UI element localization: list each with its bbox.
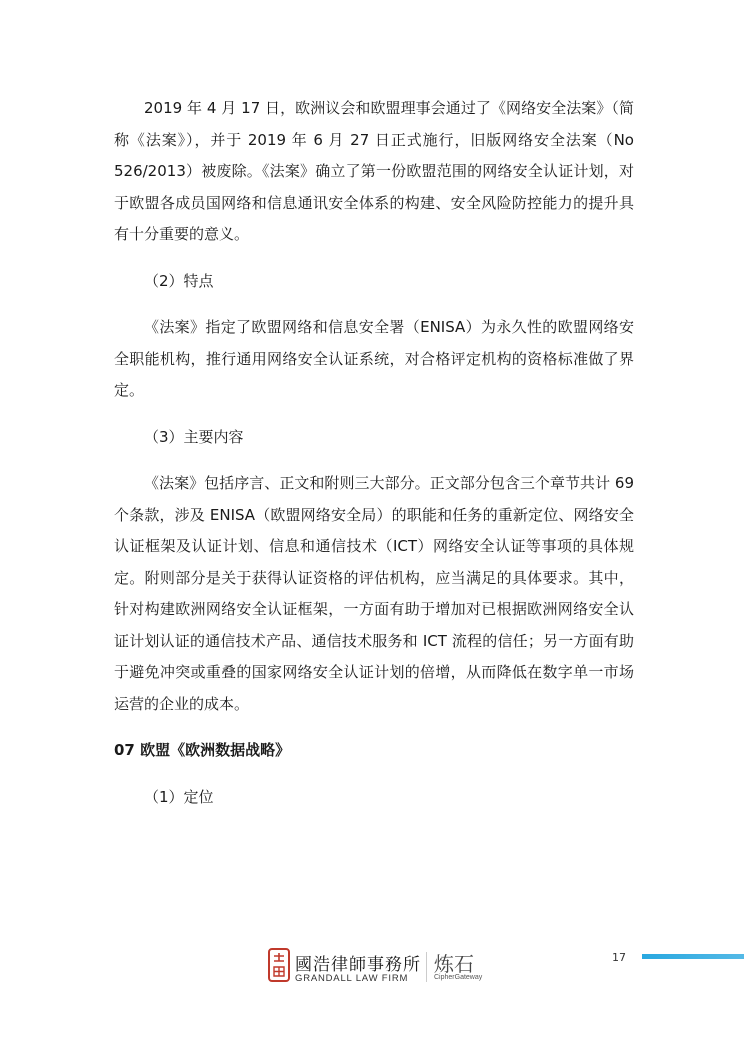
partner-name-en: CipherGateway [434, 974, 483, 981]
heading-position: （1）定位 [144, 787, 214, 806]
accent-bar [642, 954, 744, 959]
firm-name-en: GRANDALL LAW FIRM [295, 973, 409, 984]
body-text [114, 93, 634, 813]
paragraph-features: 《法案》指定了欧盟网络和信息安全署（ENISA）为永久性的欧盟网络安全职能机构，推行通用网络安全认证系统，对合格评定机构的资格标准做了界定。 [114, 318, 634, 399]
page-number: 17 [612, 951, 626, 964]
paragraph-intro: 2019 年 4 月 17 日，欧洲议会和欧盟理事会通过了《网络安全法案》（简称《法案》），并于 2019 年 6 月 27 日正式施行，旧版网络安全法案（No 526/2013）被废除。《法案》确立了第一份欧盟范围的网络安全认证计划，对于欧盟各成员国网络和信息通讯安全体系的构建、安全风险防控能力的提升具有十分重要的意义。 [114, 99, 634, 243]
firm-name-cn: 國浩律師事務所 [295, 955, 421, 975]
footer-logos [268, 948, 508, 988]
seal-stamp-icon [268, 948, 290, 982]
heading-main-content: （3）主要内容 [144, 427, 244, 446]
heading-features: （2）特点 [144, 271, 214, 290]
partner-name-cn: 炼石 [434, 952, 474, 976]
logo-divider [426, 952, 427, 982]
paragraph-main-content: 《法案》包括序言、正文和附则三大部分。正文部分包含三个章节共计 69 个条款，涉及 ENISA（欧盟网络安全局）的职能和任务的重新定位、网络安全认证框架及认证计划、信息和通信技术（ICT）网络安全认证等事项的具体规定。附则部分是关于获得认证资格的评估机构，应当满足的具体要求。其中，针对构建欧洲网络安全认证框架，一方面有助于增加对已根据欧洲网络安全认证计划认证的通信技术产品、通信技术服务和 ICT 流程的信任；另一方面有助于避免冲突或重叠的国家网络安全认证计划的倍增，从而降低在数字单一市场运营的企业的成本。 [114, 474, 634, 713]
section-title: 07 欧盟《欧洲数据战略》 [114, 741, 291, 759]
